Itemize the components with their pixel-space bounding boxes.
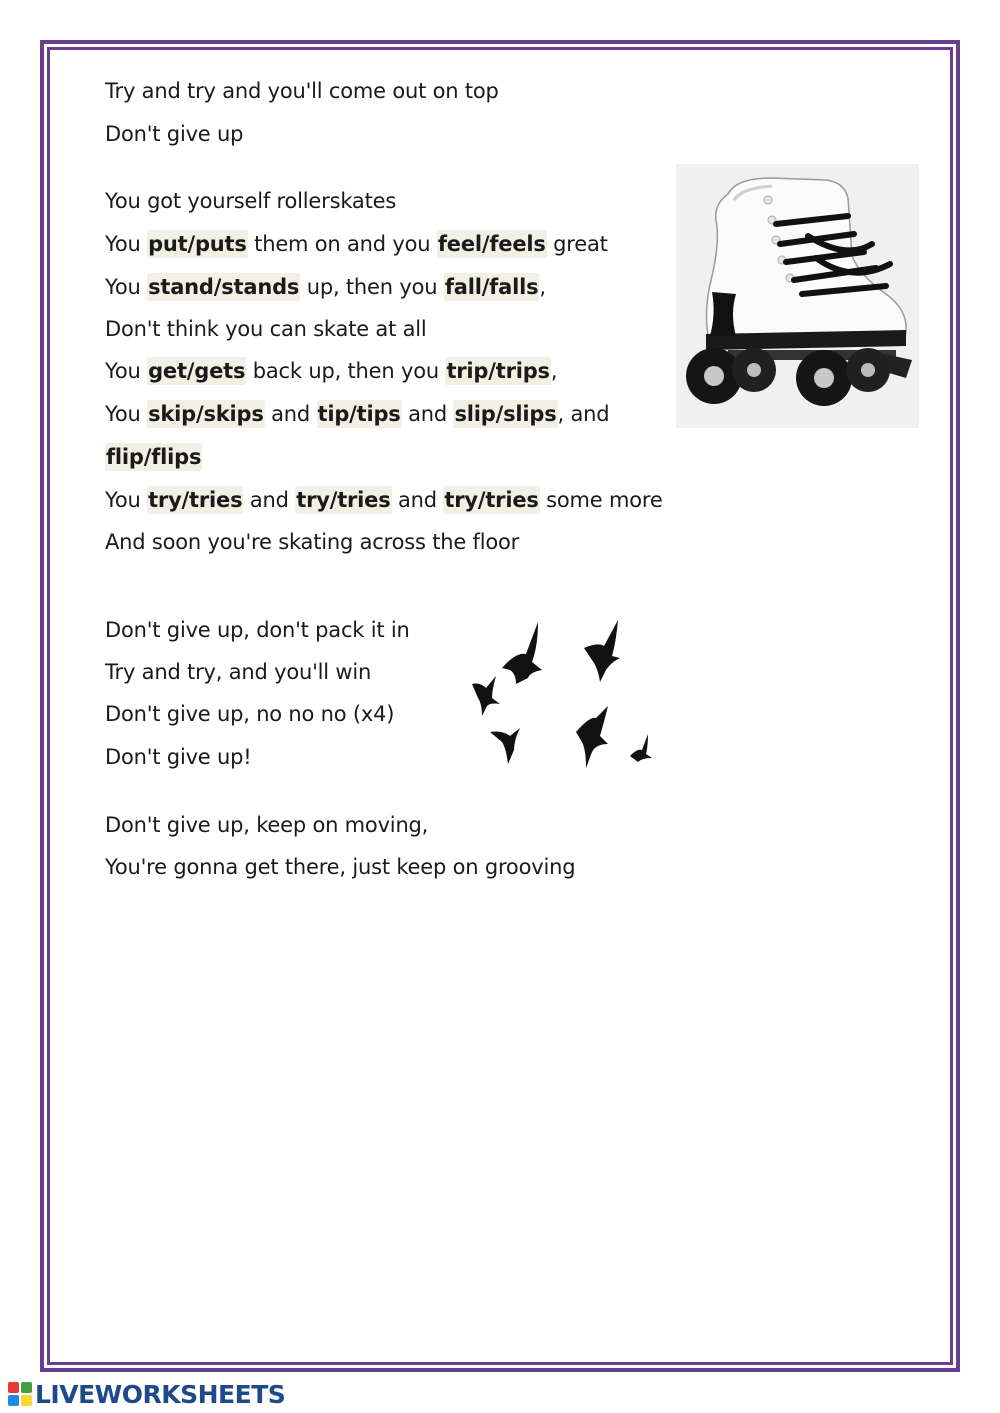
verb-choice[interactable]: try/tries <box>148 488 243 512</box>
liveworksheets-logo-icon <box>8 1382 32 1406</box>
lyric-line: Don't give up <box>105 122 244 146</box>
lyric-line: You try/tries and try/tries and try/tries some more <box>105 488 663 512</box>
verb-choice[interactable]: put/puts <box>148 232 247 256</box>
verb-choice[interactable]: tip/tips <box>317 402 401 426</box>
verb-choice[interactable]: trip/trips <box>446 359 550 383</box>
lyric-line: You got yourself rollerskates <box>105 189 397 213</box>
brand-name: LIVEWORKSHEETS <box>35 1379 286 1409</box>
verb-choice[interactable]: slip/slips <box>454 402 557 426</box>
verb-choice[interactable]: skip/skips <box>148 402 264 426</box>
lyric-line: You're gonna get there, just keep on grooving <box>105 855 576 879</box>
lyric-line: Don't give up, no no no (x4) <box>105 702 395 726</box>
lyric-line: You get/gets back up, then you trip/trips, <box>105 359 558 383</box>
lyric-line: Don't think you can skate at all <box>105 317 427 341</box>
roller-skate-image <box>676 164 919 428</box>
lyric-line: Don't give up! <box>105 745 252 769</box>
verb-choice[interactable]: flip/flips <box>106 445 202 469</box>
lyric-line: And soon you're skating across the floor <box>105 530 520 554</box>
lyric-line: You stand/stands up, then you fall/falls, <box>105 275 546 299</box>
lyric-line: Try and try, and you'll win <box>105 660 372 684</box>
liveworksheets-logo <box>8 1381 285 1407</box>
birds-image <box>466 612 662 772</box>
verb-choice[interactable]: try/tries <box>444 488 539 512</box>
verb-choice[interactable]: stand/stands <box>148 275 300 299</box>
verb-choice[interactable]: try/tries <box>296 488 391 512</box>
verb-choice[interactable]: fall/falls <box>444 275 539 299</box>
lyric-line: Don't give up, don't pack it in <box>105 618 410 642</box>
lyric-line: You skip/skips and tip/tips and slip/slips, and <box>105 402 610 426</box>
lyric-line: You put/puts them on and you feel/feels great <box>105 232 608 256</box>
lyric-line <box>105 443 202 471</box>
lyric-line: Try and try and you'll come out on top <box>105 79 499 103</box>
lyric-line: Don't give up, keep on moving, <box>105 813 429 837</box>
verb-choice[interactable]: get/gets <box>148 359 246 383</box>
verb-choice[interactable]: feel/feels <box>437 232 546 256</box>
